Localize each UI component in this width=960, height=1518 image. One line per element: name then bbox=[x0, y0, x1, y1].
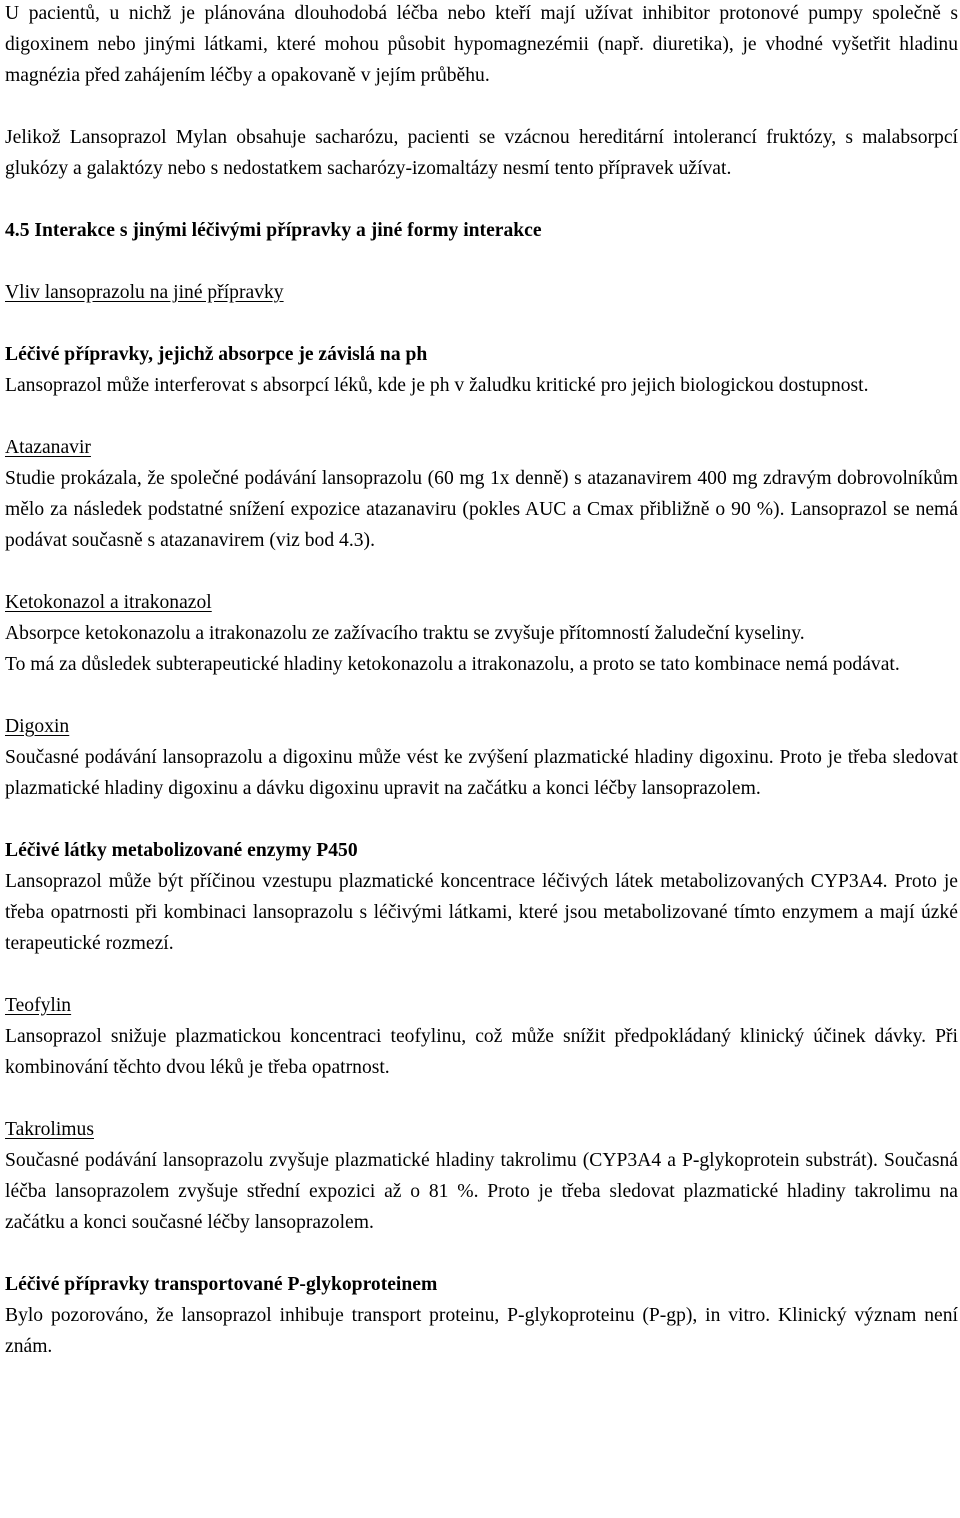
heading-atazanavir: Atazanavir bbox=[5, 437, 91, 458]
heading-digoxin: Digoxin bbox=[5, 716, 70, 737]
paragraph-ph-dependent-drugs: Lansoprazol může interferovat s absorpcí léků, kde je ph v žaludku kritické pro jejich biologickou dostupnost. bbox=[5, 375, 869, 396]
heading-p-glycoprotein: Léčivé přípravky transportované P-glykoproteinem bbox=[5, 1274, 438, 1295]
heading-p450: Léčivé látky metabolizované enzymy P450 bbox=[5, 840, 358, 861]
section-heading-4-5: 4.5 Interakce s jinými léčivými přípravky a jiné formy interakce bbox=[5, 220, 542, 241]
paragraph-hypomagnesemia: U pacientů, u nichž je plánována dlouhodobá léčba nebo kteří mají užívat inhibitor protonové pumpy společně s digoxinem nebo jinými látkami, které mohou působit hypomagnezémii (např. diuretika), je vhodné vyšetřit hladinu magnézia před zahájením léčby a opakovaně v jejím průběhu. bbox=[5, 3, 958, 86]
heading-takrolimus: Takrolimus bbox=[5, 1119, 94, 1140]
paragraph-ketokonazol-2: To má za důsledek subterapeutické hladiny ketokonazolu a itrakonazolu, a proto se tato kombinace nemá podávat. bbox=[5, 654, 900, 675]
paragraph-takrolimus: Současné podávání lansoprazolu zvyšuje plazmatické hladiny takrolimu (CYP3A4 a P-glykoprotein substrát). Současná léčba lansoprazolem zvyšuje střední expozici až o 81 %. Proto je třeba sledovat plazmatické hladiny takrolimu na začátku a konci současné léčby lansoprazolem. bbox=[5, 1150, 958, 1233]
paragraph-digoxin: Současné podávání lansoprazolu a digoxinu může vést ke zvýšení plazmatické hladiny digoxinu. Proto je třeba sledovat plazmatické hladiny digoxinu a dávku digoxinu upravit na začátku a konci léčby lansoprazolem. bbox=[5, 747, 958, 799]
paragraph-sucrose-warning: Jelikož Lansoprazol Mylan obsahuje sacharózu, pacienti se vzácnou hereditární intolerancí fruktózy, s malabsorpcí glukózy a galaktózy nebo s nedostatkem sacharózy-izomaltázy nesmí tento přípravek užívat. bbox=[5, 127, 958, 179]
paragraph-atazanavir: Studie prokázala, že společné podávání lansoprazolu (60 mg 1x denně) s atazanavirem 400 mg zdravým dobrovolníkům mělo za následek podstatné snížení expozice atazanaviru (pokles AUC a Cmax přibližně o 90 %). Lansoprazol se nemá podávat současně s atazanavirem (viz bod 4.3). bbox=[5, 468, 958, 551]
paragraph-teofylin: Lansoprazol snižuje plazmatickou koncentraci teofylinu, což může snížit předpokládaný klinický účinek dávky. Při kombinování těchto dvou léků je třeba opatrnost. bbox=[5, 1026, 958, 1078]
heading-ketokonazol: Ketokonazol a itrakonazol bbox=[5, 592, 212, 613]
subsection-heading-effects-on-other-drugs: Vliv lansoprazolu na jiné přípravky bbox=[5, 282, 284, 303]
paragraph-ketokonazol-1: Absorpce ketokonazolu a itrakonazolu ze zažívacího traktu se zvyšuje přítomností žaludeční kyseliny. bbox=[5, 623, 805, 644]
paragraph-p450: Lansoprazol může být příčinou vzestupu plazmatické koncentrace léčivých látek metabolizovaných CYP3A4. Proto je třeba opatrnosti při kombinaci lansoprazolu s léčivými látkami, které jsou metabolizované tímto enzymem a mají úzké terapeutické rozmezí. bbox=[5, 871, 958, 954]
heading-ph-dependent-drugs: Léčivé přípravky, jejichž absorpce je závislá na ph bbox=[5, 344, 428, 365]
paragraph-p-glycoprotein: Bylo pozorováno, že lansoprazol inhibuje transport proteinu, P-glykoproteinu (P-gp), in vitro. Klinický význam není znám. bbox=[5, 1305, 958, 1357]
heading-teofylin: Teofylin bbox=[5, 995, 72, 1016]
